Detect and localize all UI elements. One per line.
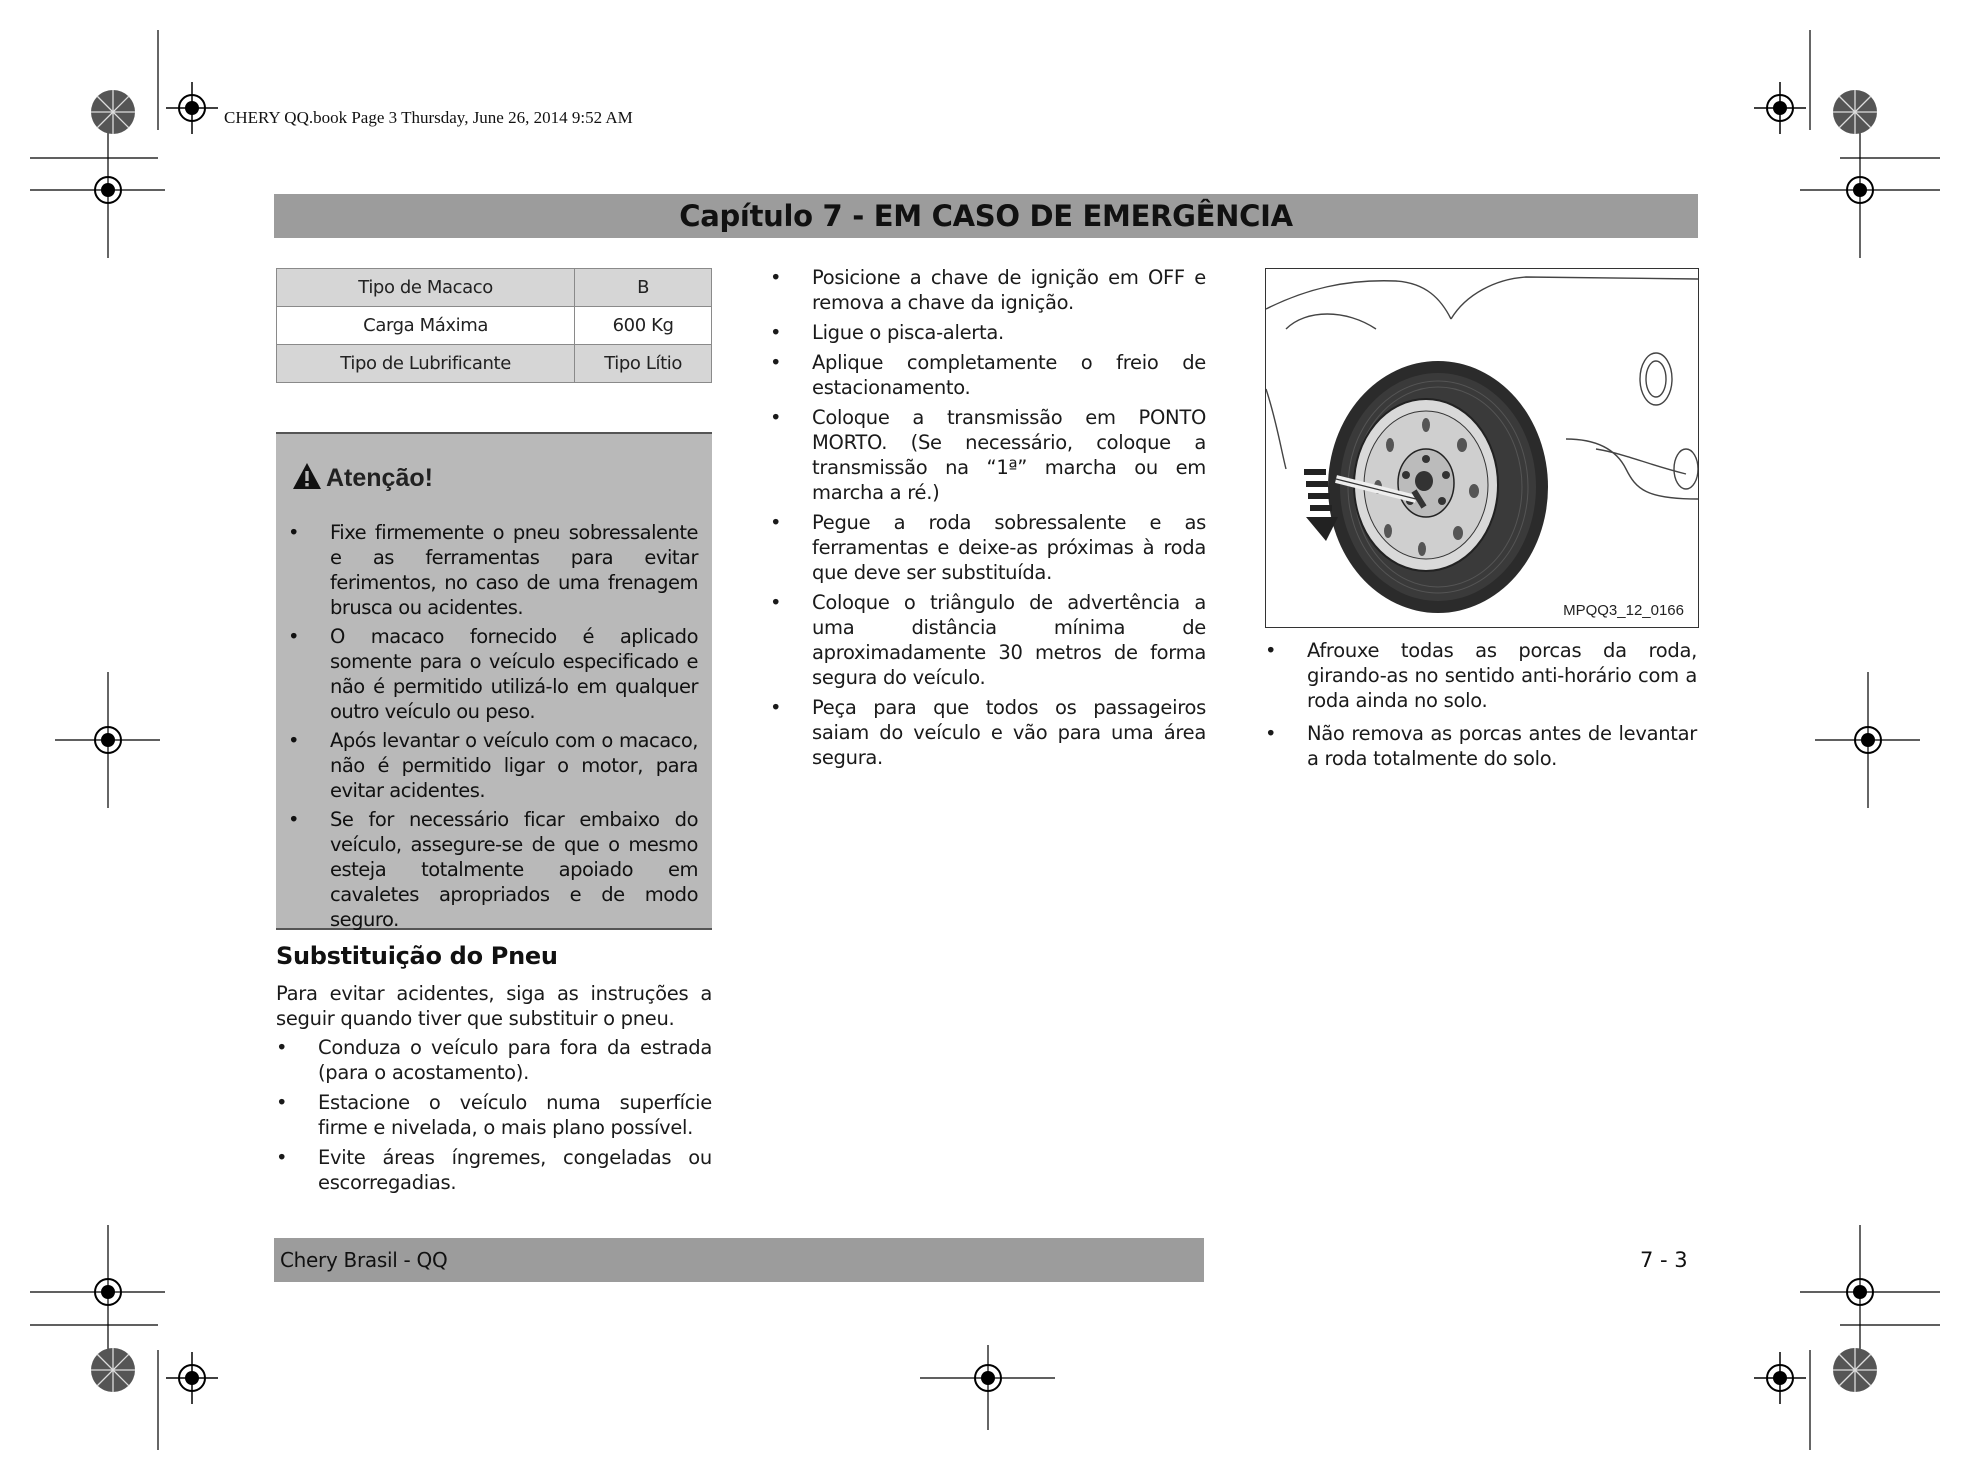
footer-bar (274, 1238, 1204, 1282)
table-row (277, 307, 712, 345)
list-item: • Evite áreas íngremes, congeladas ou escorregadias. (276, 1146, 712, 1194)
warning-heading (292, 462, 433, 493)
steps-list-col3 (1265, 638, 1697, 779)
table-row (277, 345, 712, 383)
table-cell: Carga Máxima (277, 307, 575, 345)
list-item: • O macaco fornecido é aplicado somente para o veículo especificado e não é permitido utilizá-lo em qualquer outro veículo ou peso. (288, 625, 698, 723)
warning-box (276, 432, 712, 930)
warning-list (288, 520, 698, 936)
list-item: • Ligue o pisca-alerta. (770, 321, 1004, 344)
steps-list-col2 (770, 265, 1206, 775)
table-cell: Tipo de Macaco (277, 269, 575, 307)
list-item: • Se for necessário ficar embaixo do veículo, assegure-se de que o mesmo esteja totalmente apoiado em cavaletes apropriados e de modo seguro. (288, 808, 698, 931)
list-item: • Coloque o triângulo de advertência a uma distância mínima de aproximadamente 30 metros de forma segura do veículo. (770, 591, 1206, 689)
list-item: • Fixe firmemente o pneu sobressalente e as ferramentas para evitar ferimentos, no caso de uma frenagem brusca ou acidentes. (288, 521, 698, 619)
warning-title: Atenção! (326, 464, 433, 492)
table-cell: Tipo Lítio (575, 345, 712, 383)
section-intro: Para evitar acidentes, siga as instruções a seguir quando tiver que substituir o pneu. (276, 982, 712, 1030)
table-cell: Tipo de Lubrificante (277, 345, 575, 383)
chapter-title: Capítulo 7 - EM CASO DE EMERGÊNCIA (679, 199, 1293, 233)
jack-spec-table (276, 268, 712, 383)
list-item: • Estacione o veículo numa superfície firme e nivelada, o mais plano possível. (276, 1091, 712, 1139)
page-number: 7 - 3 (1640, 1248, 1688, 1272)
list-item: • Aplique completamente o freio de estacionamento. (770, 351, 1206, 399)
print-slug: CHERY QQ.book Page 3 Thursday, June 26, 2014 9:52 AM (224, 108, 633, 127)
wheel-illustration (1266, 269, 1698, 627)
list-item: • Afrouxe todas as porcas da roda, girando-as no sentido anti-horário com a roda ainda no solo. (1265, 639, 1697, 712)
steps-list-col1 (276, 1035, 712, 1200)
warning-triangle-icon (292, 462, 322, 490)
figure-label: MPQQ3_12_0166 (1563, 602, 1684, 619)
list-item: • Peça para que todos os passageiros saiam do veículo e vão para uma área segura. (770, 696, 1206, 769)
list-item: • Após levantar o veículo com o macaco, não é permitido ligar o motor, para evitar acidentes. (288, 729, 698, 802)
list-item: • Coloque a transmissão em PONTO MORTO. (Se necessário, coloque a transmissão na “1ª” marcha ou em marcha a ré.) (770, 406, 1206, 504)
section-title: Substituição do Pneu (276, 942, 558, 970)
list-item: • Não remova as porcas antes de levantar a roda totalmente do solo. (1265, 722, 1697, 770)
table-cell: 600 Kg (575, 307, 712, 345)
list-item: • Posicione a chave de ignição em OFF e remova a chave da ignição. (770, 266, 1206, 314)
list-item: • Conduza o veículo para fora da estrada (para o acostamento). (276, 1036, 712, 1084)
chapter-header (274, 194, 1698, 238)
table-row (277, 269, 712, 307)
table-cell: B (575, 269, 712, 307)
footer-title: Chery Brasil - QQ (280, 1248, 448, 1272)
list-item: • Pegue a roda sobressalente e as ferramentas e deixe-as próximas à roda que deve ser substituída. (770, 511, 1206, 584)
wheel-figure (1265, 268, 1699, 628)
